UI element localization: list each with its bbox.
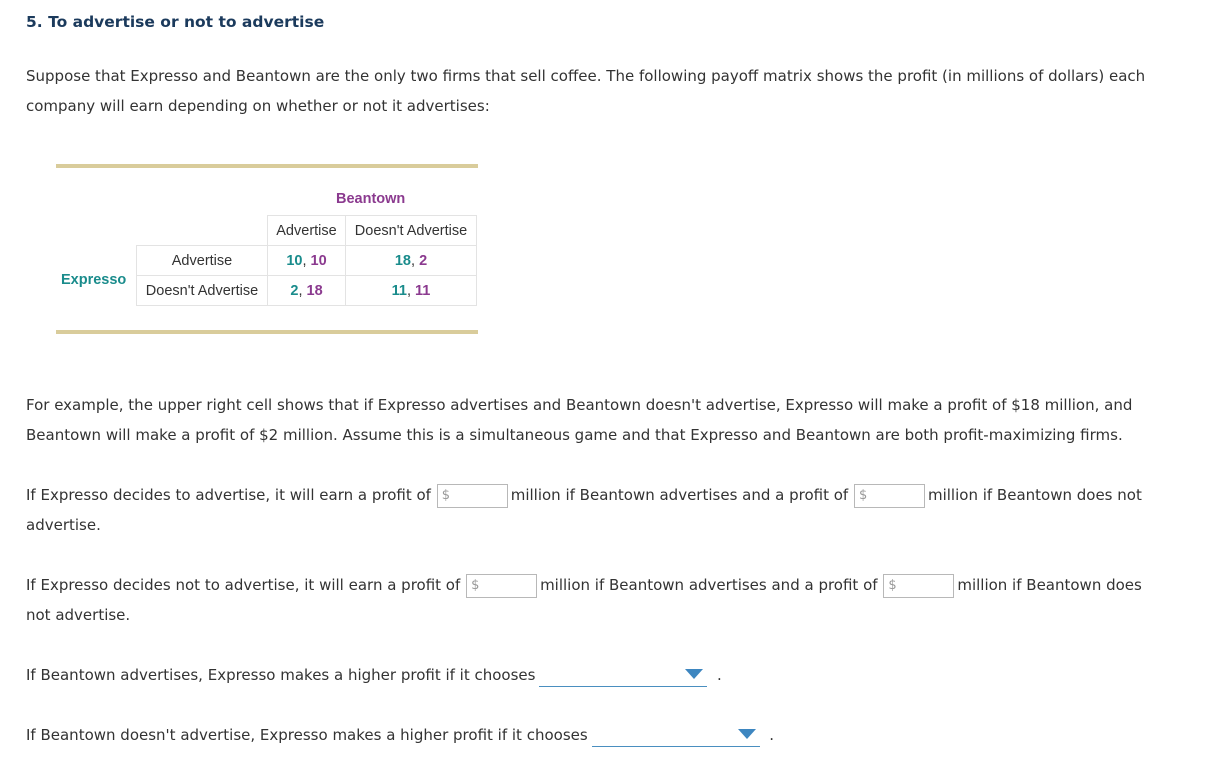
question-beantown-doesnt-advertise: If Beantown doesn't advertise, Expresso makes a higher profit if it chooses .	[26, 720, 1176, 750]
payoff-cell: 10, 10	[268, 246, 346, 276]
profit-input-not-advertise-if-advertise[interactable]: $	[466, 574, 537, 598]
chevron-down-icon	[685, 669, 703, 679]
chevron-down-icon	[738, 729, 756, 739]
intro-paragraph: Suppose that Expresso and Beantown are the only two firms that sell coffee. The following payoff matrix shows the profit (in millions of dollars) each company will earn depending on whether or not it advertises:	[26, 67, 1146, 115]
col-header-advertise: Advertise	[268, 216, 346, 246]
row-header-doesnt-advertise: Doesn't Advertise	[137, 276, 268, 306]
payoff-table	[136, 215, 477, 306]
profit-input-not-advertise-if-not-advertise[interactable]: $	[883, 574, 954, 598]
column-player-label: Beantown	[336, 191, 406, 207]
profit-input-advertise-if-not-advertise[interactable]: $	[854, 484, 925, 508]
question-not-advertise: If Expresso decides not to advertise, it will earn a profit of $ million if Beantown advertises and a profit of $ million if Beantown does not advertise.	[26, 570, 1161, 630]
profit-input-advertise-if-advertise[interactable]: $	[437, 484, 508, 508]
question-advertise: If Expresso decides to advertise, it will earn a profit of $ million if Beantown advertises and a profit of $ million if Beantown does not advertise.	[26, 480, 1161, 540]
col-header-doesnt-advertise: Doesn't Advertise	[346, 216, 477, 246]
row-player-label: Expresso	[61, 272, 127, 288]
choice-dropdown-beantown-doesnt-advertise[interactable]	[592, 724, 760, 747]
question-beantown-advertises: If Beantown advertises, Expresso makes a higher profit if it chooses .	[26, 660, 1176, 690]
example-paragraph: For example, the upper right cell shows that if Expresso advertises and Beantown doesn't advertise, Expresso will make a profit of $18 million, and Beantown will make a profit of $2 million. Assume this is a simultaneous game and that Expresso and Beantown are both profit-maximizing firms.	[26, 396, 1133, 444]
choice-dropdown-beantown-advertises[interactable]	[539, 664, 707, 687]
matrix-bottom-bar	[56, 330, 478, 334]
payoff-cell: 18, 2	[346, 246, 477, 276]
question-title: 5. To advertise or not to advertise	[26, 13, 325, 31]
payoff-matrix	[56, 164, 478, 335]
payoff-cell: 2, 18	[268, 276, 346, 306]
matrix-top-bar	[56, 164, 478, 168]
row-header-advertise: Advertise	[137, 246, 268, 276]
payoff-cell: 11, 11	[346, 276, 477, 306]
